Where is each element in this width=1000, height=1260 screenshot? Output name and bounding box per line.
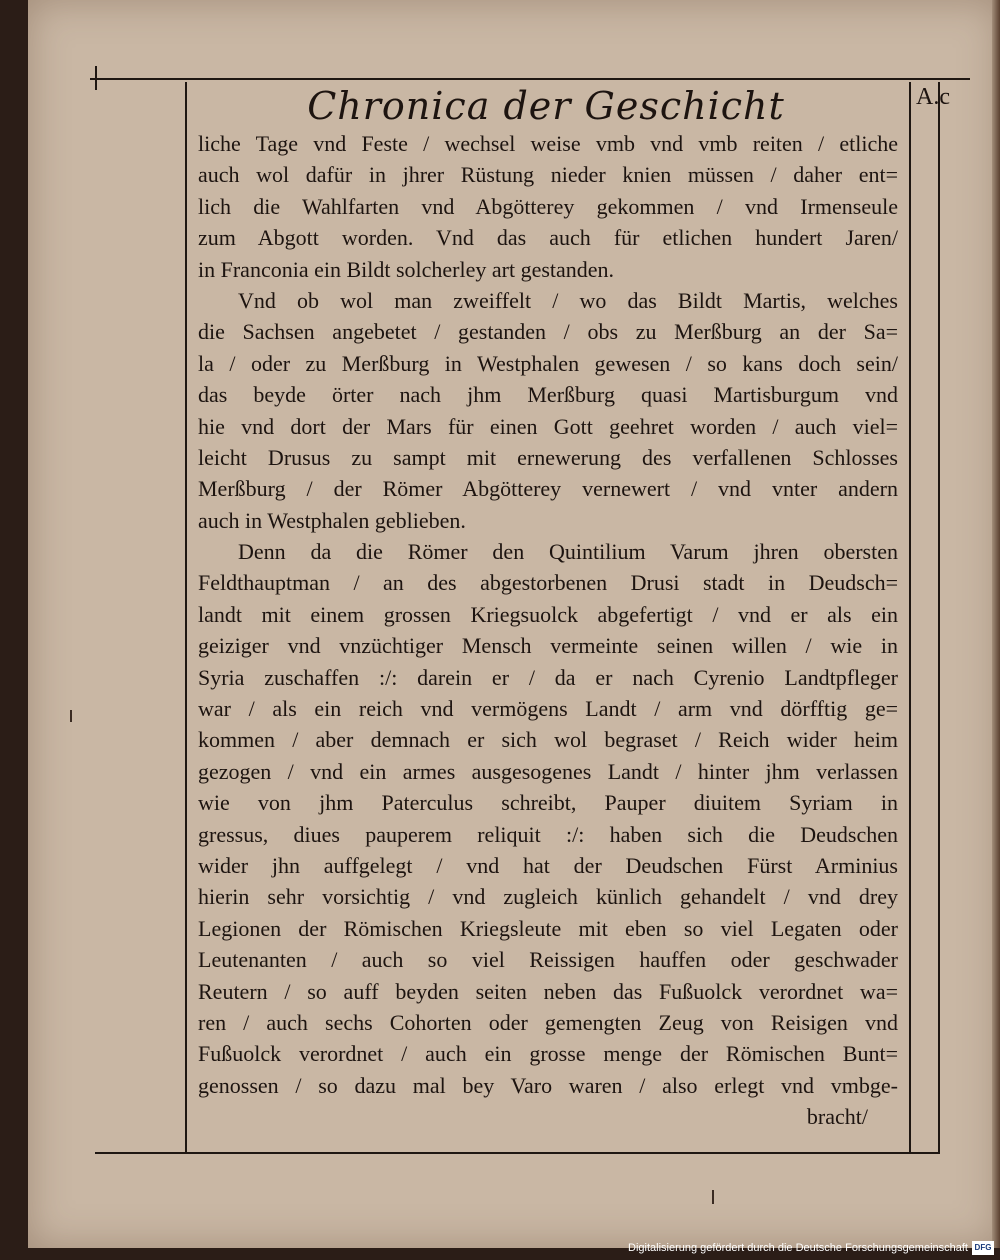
text-line: ren / auch sechs Cohorten oder gemengten Zeug von Reisigen vnd (198, 1009, 898, 1035)
text-line: Legionen der Römischen Kriegsleute mit eben so viel Legaten oder (198, 915, 898, 941)
text-line: wie von jhm Paterculus schreibt, Pauper diuitem Syriam in (198, 790, 898, 816)
text-line: Fußuolck verordnet / auch ein grosse menge der Römischen Bunt= (198, 1041, 898, 1067)
catchword: bracht/ (806, 1104, 868, 1130)
text-line: Denn da die Römer den Quintilium Varum jhren obersten (238, 539, 898, 565)
text-line: liche Tage vnd Feste / wechsel weise vmb vnd vmb reiten / etliche (198, 131, 898, 156)
dfg-logo: DFG (972, 1241, 994, 1255)
text-line: Feldthauptman / an des abgestorbenen Drusi stadt in Deudsch= (198, 570, 898, 596)
text-line: die Sachsen angebetet / gestanden / obs zu Merßburg an der Sa= (198, 319, 898, 345)
text-line: Syria zuschaffen :/: darein er / da er nach Cyrenio Landtpfleger (198, 664, 898, 690)
text-line: gezogen / vnd ein armes ausgesogenes Landt / hinter jhm verlassen (198, 758, 898, 784)
digitization-credit: Digitalisierung gefördert durch die Deutsche Forschungsgemeinschaft (628, 1242, 968, 1254)
bottom-left-rule (95, 1152, 187, 1154)
text-line: hie vnd dort der Mars für einen Gott geehret worden / auch viel= (198, 413, 898, 439)
text-line: geiziger vnd vnzüchtiger Mensch vermeinte seinen willen / wie in (198, 633, 898, 659)
text-line: Reutern / so auff beyden seiten neben das Fußuolck verordnet wa= (198, 978, 898, 1004)
running-head: Chronica der Geschicht (307, 84, 785, 128)
left-rule (95, 66, 97, 90)
text-line: la / oder zu Merßburg in Westphalen gewesen / so kans doch sein/ (198, 350, 898, 376)
stray-ink-mark (712, 1190, 714, 1204)
text-line: Leutenanten / auch so viel Reissigen hauffen oder geschwader (198, 947, 898, 973)
text-line: auch wol dafür in jhrer Rüstung nieder knien müssen / daher ent= (198, 162, 898, 188)
page-edge (992, 0, 1000, 1248)
text-line: hierin sehr vorsichtig / vnd zugleich künlich gehandelt / vnd drey (198, 884, 898, 910)
text-line: kommen / aber demnach er sich wol begraset / Reich wider heim (198, 727, 898, 753)
text-line: in Franconia ein Bildt solcherley art gestanden. (198, 256, 615, 282)
text-line: auch in Westphalen geblieben. (198, 507, 466, 533)
text-line: leicht Drusus zu sampt mit ernewerung des verfallenen Schlosses (198, 444, 898, 470)
text-line: lich die Wahlfarten vnd Abgötterey gekommen / vnd Irmenseule (198, 193, 898, 219)
body-text (198, 128, 898, 1133)
text-line: das beyde örter nach jhm Merßburg quasi Martisburgum vnd (198, 382, 898, 408)
bottom-right-rule (907, 1152, 940, 1154)
margin-mark (70, 710, 72, 722)
text-line: landt mit einem grossen Kriegsuolck abgefertigt / vnd er als ein (198, 601, 898, 627)
signature-mark: A.c (916, 84, 950, 110)
text-line: war / als ein reich vnd vermögens Landt / arm vnd dörfftig ge= (198, 696, 898, 722)
text-line: gressus, diues pauperem reliquit :/: haben sich die Deudschen (198, 821, 898, 847)
top-rule (90, 78, 970, 80)
text-line: genossen / so dazu mal bey Varo waren / also erlegt vnd vmbge- (198, 1072, 898, 1098)
text-line: wider jhn auffgelegt / vnd hat der Deudschen Fürst Arminius (198, 852, 898, 878)
text-line: Merßburg / der Römer Abgötterey vernewert / vnd vnter andern (198, 476, 898, 502)
right-margin-rule (938, 82, 940, 1152)
text-line: zum Abgott worden. Vnd das auch für etlichen hundert Jaren/ (198, 225, 898, 251)
text-line: Vnd ob wol man zweiffelt / wo das Bildt Martis, welches (238, 287, 898, 313)
